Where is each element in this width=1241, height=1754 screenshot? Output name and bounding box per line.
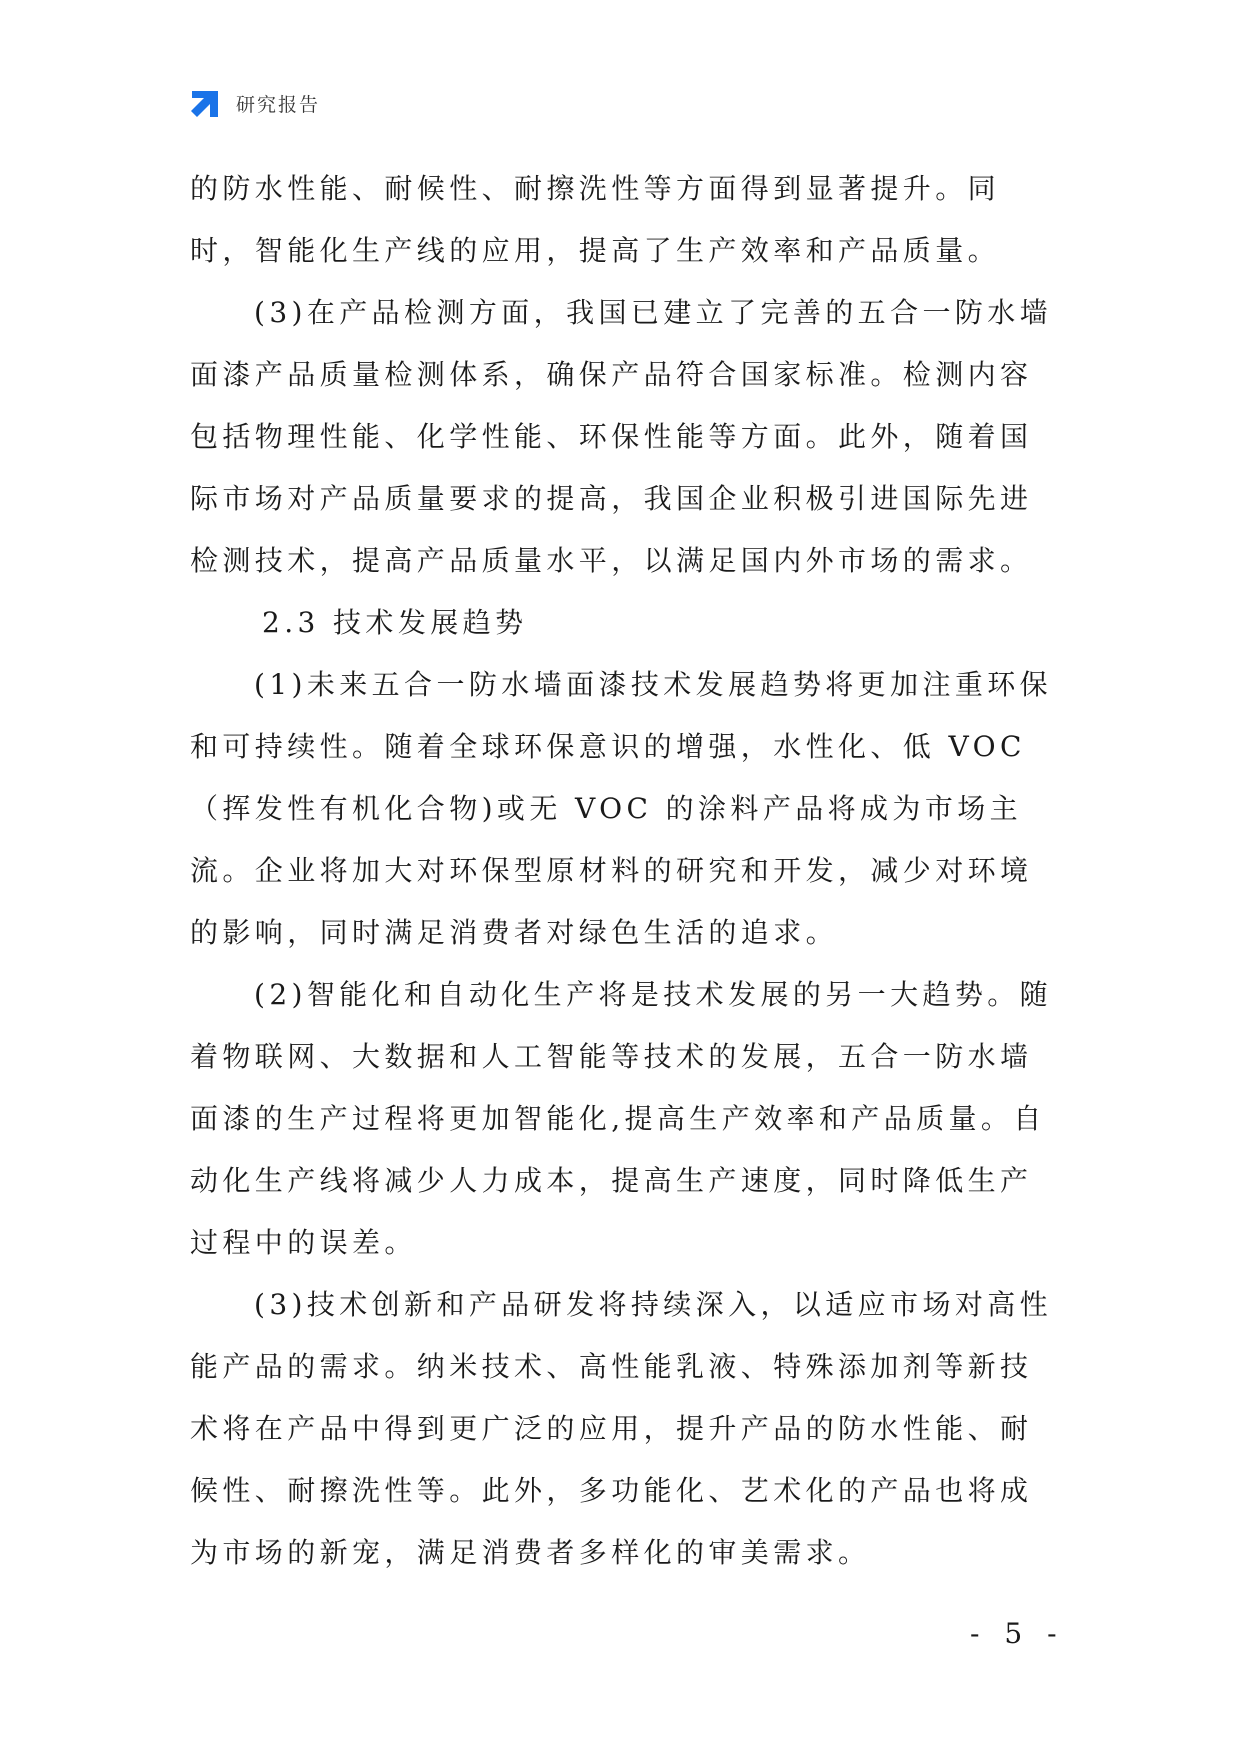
page-number: - 5 -: [970, 1617, 1065, 1650]
paragraph-trend-innovation: (3)技术创新和产品研发将持续深入，以适应市场对高性能产品的需求。纳米技术、高性能乳液、特殊添加剂等新技术将在产品中得到更广泛的应用，提升产品的防水性能、耐候性、耐擦洗性等。此外，多功能化、艺术化的产品也将成为市场的新宠，满足消费者多样化的审美需求。: [190, 1288, 1053, 1569]
page-header: [190, 86, 320, 120]
arrow-logo-icon: [190, 87, 222, 119]
paragraph-continuation: 的防水性能、耐候性、耐擦洗性等方面得到显著提升。同时，智能化生产线的应用，提高了生产效率和产品质量。: [190, 172, 1001, 267]
document-body: [190, 158, 1058, 1584]
paragraph-trend-environment: (1)未来五合一防水墙面漆技术发展趋势将更加注重环保和可持续性。随着全球环保意识的增强，水性化、低 VOC（挥发性有机化合物)或无 VOC 的涂料产品将成为市场主流。企业将加大对环保型原材料的研究和开发，减少对环境的影响，同时满足消费者对绿色生活的追求。: [190, 668, 1053, 949]
section-heading: 2.3 技术发展趋势: [262, 606, 528, 639]
paragraph-trend-automation: (2)智能化和自动化生产将是技术发展的另一大趋势。随着物联网、大数据和人工智能等技术的发展，五合一防水墙面漆的生产过程将更加智能化,提高生产效率和产品质量。自动化生产线将减少人力成本，提高生产速度，同时降低生产过程中的误差。: [190, 978, 1053, 1259]
paragraph-inspection: (3)在产品检测方面，我国已建立了完善的五合一防水墙面漆产品质量检测体系，确保产品符合国家标准。检测内容包括物理性能、化学性能、环保性能等方面。此外，随着国际市场对产品质量要求的提高，我国企业积极引进国际先进检测技术，提高产品质量水平，以满足国内外市场的需求。: [190, 296, 1053, 577]
report-title: 研究报告: [236, 93, 321, 116]
